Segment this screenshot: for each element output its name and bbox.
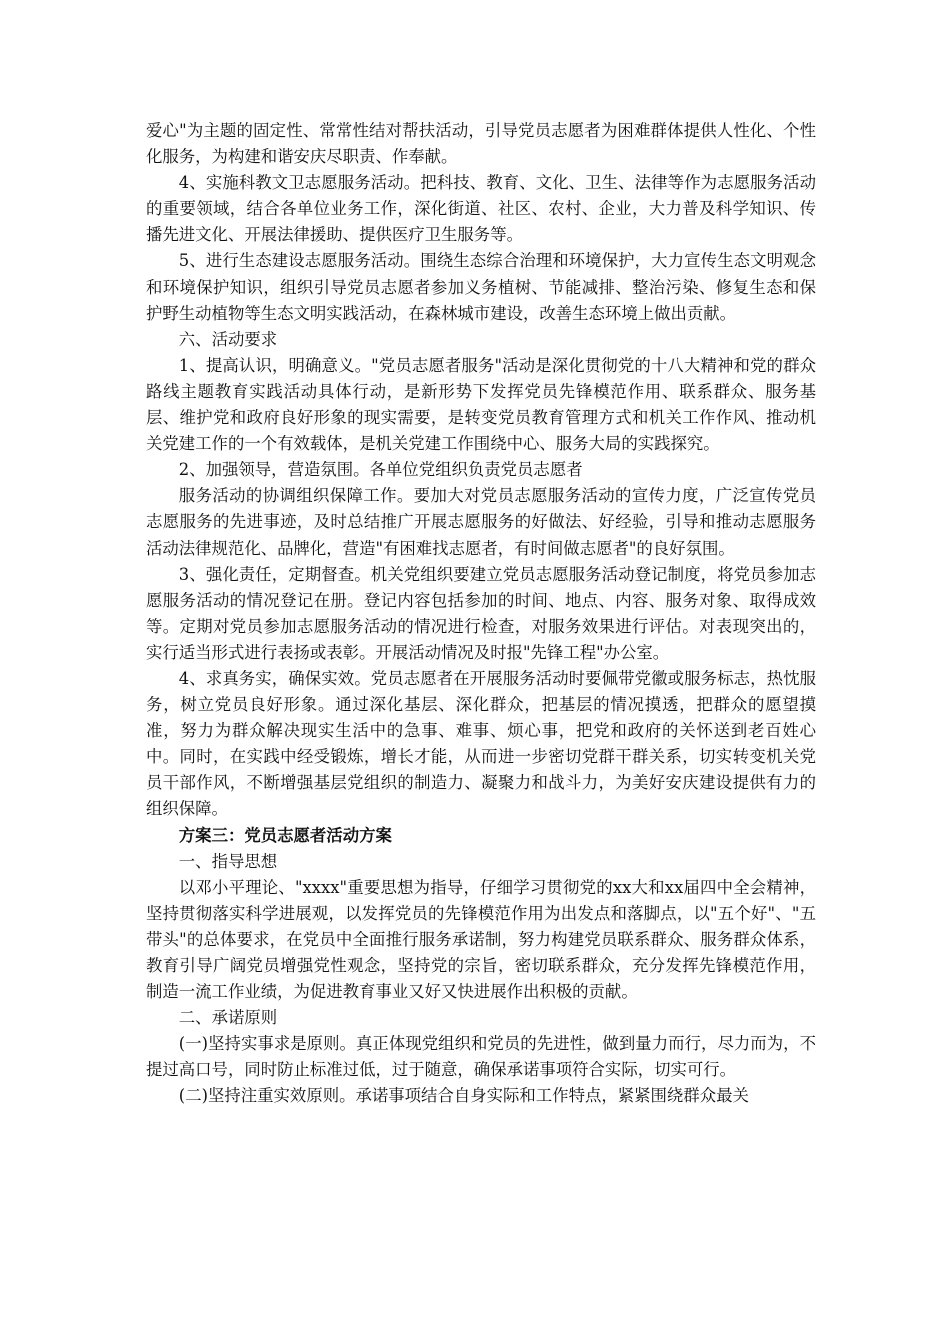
section-heading: 六、活动要求 <box>178 329 278 349</box>
paragraph: 1、提高认识，明确意义。"党员志愿者服务"活动是深化贯彻党的十八大精神和党的群众路线主题教育实践活动具体行动，是新形势下发挥党员先锋模范作用、联系群众、服务基层、维护党和政府良好形象的现实需要，是转变党员教育管理方式和机关工作作风、推动机关党建工作的一个有效载体，是机关党建工作围绕中心、服务大局的实践探究。 <box>146 355 816 454</box>
paragraph: 5、进行生态建设志愿服务活动。围绕生态综合治理和环境保护，大力宣传生态文明观念和环境保护知识，组织引导党员志愿者参加义务植树、节能减排、整治污染、修复生态和保护野生动植物等生态文明实践活动，在森林城市建设，改善生态环境上做出贡献。 <box>146 251 816 323</box>
paragraph: 服务活动的协调组织保障工作。要加大对党员志愿服务活动的宣传力度，广泛宣传党员志愿服务的先进事迹，及时总结推广开展志愿服务的好做法、好经验，引导和推动志愿服务活动法律规范化、品牌化，营造"有困难找志愿者，有时间做志愿者"的良好氛围。 <box>146 486 816 558</box>
section-heading: 二、承诺原则 <box>178 1008 278 1028</box>
paragraph: 3、强化责任，定期督查。机关党组织要建立党员志愿服务活动登记制度，将党员参加志愿服务活动的情况登记在册。登记内容包括参加的时间、地点、内容、服务对象、取得成效等。定期对党员参加志愿服务活动的情况进行检查，对服务效果进行评估。对表现突出的，实行适当形式进行表扬或表彰。开展活动情况及时报"先锋工程"办公室。 <box>146 564 816 662</box>
section-heading: 一、指导思想 <box>178 851 278 871</box>
paragraph: 爱心"为主题的固定性、常常性结对帮扶活动，引导党员志愿者为困难群体提供人性化、个性化服务，为构建和谐安庆尽职责、作奉献。 <box>146 121 816 167</box>
paragraph: (二)坚持注重实效原则。承诺事项结合自身实际和工作特点，紧紧围绕群众最关 <box>178 1086 749 1106</box>
paragraph: 4、求真务实，确保实效。党员志愿者在开展服务活动时要佩带党徽或服务标志，热忱服务，树立党员良好形象。通过深化基层、深化群众，把基层的情况摸透，把群众的愿望摸准，努力为群众解决现实生活中的急事、难事、烦心事，把党和政府的关怀送到老百姓心中。同时，在实践中经受锻炼，增长才能，从而进一步密切党群干群关系，切实转变机关党员干部作风，不断增强基层党组织的制造力、凝聚力和战斗力，为美好安庆建设提供有力的组织保障。 <box>146 668 816 819</box>
section-title: 方案三：党员志愿者活动方案 <box>178 825 392 845</box>
document-page <box>146 118 816 1110</box>
paragraph: 4、实施科教文卫志愿服务活动。把科技、教育、文化、卫生、法律等作为志愿服务活动的重要领域，结合各单位业务工作，深化街道、社区、农村、企业，大力普及科学知识、传播先进文化、开展法律援助、提供医疗卫生服务等。 <box>146 173 816 245</box>
paragraph: 2、加强领导，营造氛围。各单位党组织负责党员志愿者 <box>178 460 583 480</box>
paragraph: 以邓小平理论、"xxxx"重要思想为指导，仔细学习贯彻党的xx大和xx届四中全会精神，坚持贯彻落实科学进展观，以发挥党员的先锋模范作用为出发点和落脚点，以"五个好"、"五带头"的总体要求，在党员中全面推行服务承诺制，努力构建党员联系群众、服务群众体系，教育引导广阔党员增强党性观念，坚持党的宗旨，密切联系群众，充分发挥先锋模范作用，制造一流工作业绩，为促进教育事业又好又快进展作出积极的贡献。 <box>146 877 816 1002</box>
paragraph: (一)坚持实事求是原则。真正体现党组织和党员的先进性，做到量力而行，尽力而为，不提过高口号，同时防止标准过低，过于随意，确保承诺事项符合实际，切实可行。 <box>146 1034 816 1080</box>
